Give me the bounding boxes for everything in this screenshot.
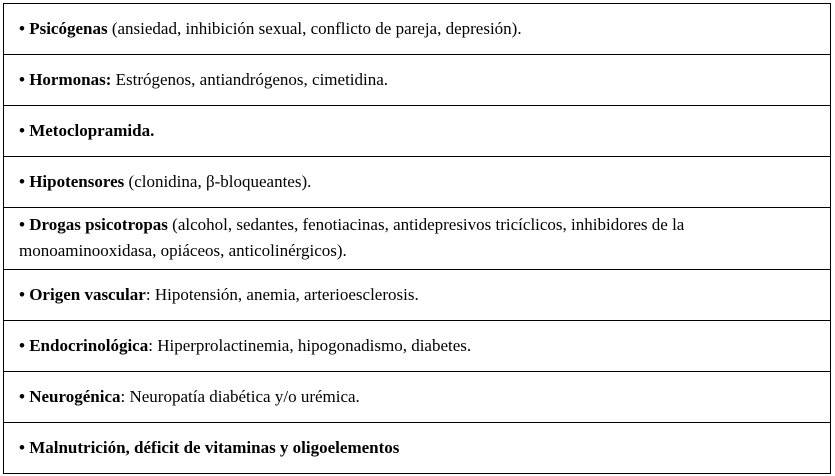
table-row [4,55,831,106]
row-term: Hipotensores [29,172,125,191]
table-row [4,208,831,270]
row-detail: (clonidina, β-bloqueantes). [124,172,312,191]
table-row [4,4,831,55]
bullet: • [19,19,25,38]
row-term: Hormonas: [29,70,112,89]
row-term: Malnutrición, déficit de vitaminas y oligoelementos [29,438,400,457]
row-term: Metoclopramida. [29,121,155,140]
bullet: • [19,336,25,355]
row-term: Origen vascular [29,285,146,304]
row-term: Endocrinológica [29,336,149,355]
row-detail: (ansiedad, inhibición sexual, conflicto de pareja, depresión). [107,19,522,38]
table-row [4,372,831,423]
row-detail: (alcohol, sedantes, fenotiacinas, antidepresivos tricíclicos, inhibidores de la monoaminooxidasa, opiáceos, anticolinérgicos). [19,215,685,260]
table-row [4,106,831,157]
table-cell [4,4,831,55]
table-row [4,270,831,321]
bullet: • [19,172,25,191]
bullet: • [19,70,25,89]
bullet: • [19,285,25,304]
table-row [4,423,831,474]
table-cell [4,270,831,321]
table-cell [4,372,831,423]
row-term: Drogas psicotropas [29,215,168,234]
table-row [4,157,831,208]
table-cell [4,208,831,270]
table-cell [4,423,831,474]
row-detail: : Neuropatía diabética y/o urémica. [120,387,360,406]
row-term: Psicógenas [29,19,108,38]
row-detail: : Hiperprolactinemia, hipogonadismo, diabetes. [148,336,472,355]
causes-table-body [4,4,831,474]
table-cell [4,55,831,106]
row-detail: : Hipotensión, anemia, arterioesclerosis. [145,285,419,304]
bullet: • [19,121,25,140]
table-cell [4,321,831,372]
table-cell [4,106,831,157]
causes-table [3,3,831,474]
bullet: • [19,438,25,457]
bullet: • [19,387,25,406]
table-row [4,321,831,372]
row-detail: Estrógenos, antiandrógenos, cimetidina. [111,70,389,89]
bullet: • [19,215,25,234]
table-cell [4,157,831,208]
row-term: Neurogénica [29,387,121,406]
